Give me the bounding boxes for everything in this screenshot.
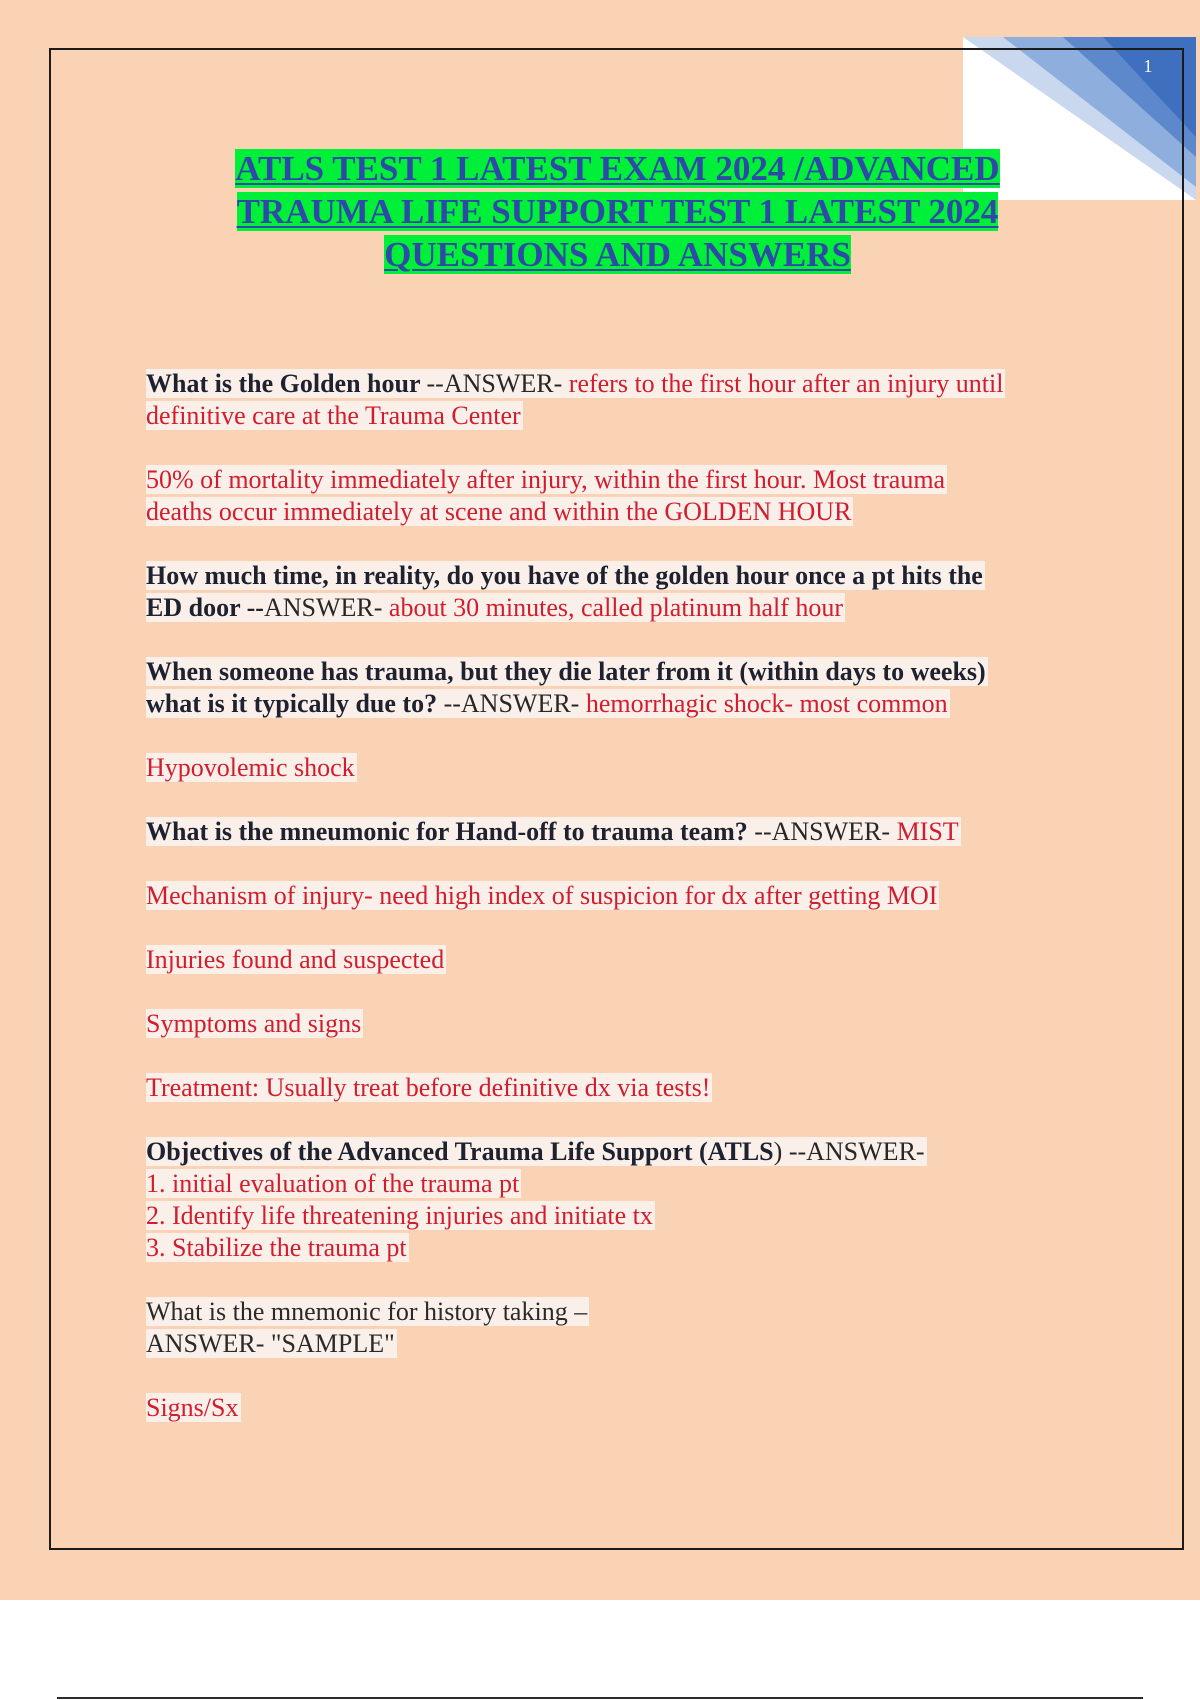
answer-tag: ANSWER- — [263, 593, 389, 622]
mist-item — [146, 1072, 1096, 1104]
answer-text: ANSWER- "SAMPLE" — [146, 1329, 395, 1358]
page-divider — [57, 1697, 1143, 1699]
question-text: What is the mneumonic for Hand-off to trauma team? — [146, 817, 755, 846]
answer-text: 1. initial evaluation of the trauma pt — [146, 1169, 520, 1198]
answer-text: deaths occur immediately at scene and within the GOLDEN HOUR — [146, 497, 852, 526]
answer-text: about 30 minutes, called platinum half hour — [388, 593, 844, 622]
answer-text: MIST — [896, 817, 959, 846]
answer-text: refers to the first hour after an injury until — [568, 369, 1004, 398]
mist-item — [146, 880, 1096, 912]
question-text: ) — [773, 1137, 789, 1166]
answer-text: hemorrhagic shock- most common — [585, 689, 948, 718]
answer-text: Hypovolemic shock — [146, 753, 355, 782]
question-text: ED door -- — [146, 593, 264, 622]
answer-text: 2. Identify life threatening injuries and initiate tx — [146, 1201, 653, 1230]
title-line-1: ATLS TEST 1 LATEST EXAM 2024 /ADVANCED — [235, 149, 1000, 188]
answer-text: 50% of mortality immediately after injury, within the first hour. Most trauma — [146, 465, 946, 494]
mist-item — [146, 944, 1096, 976]
qa-late-death — [146, 656, 1096, 720]
question-text: Objectives of the Advanced Trauma Life Support ( — [146, 1137, 708, 1166]
page-number: 1 — [1143, 56, 1153, 76]
answer-text: Injuries found and suspected — [146, 945, 445, 974]
qa-mist — [146, 816, 1096, 848]
answer-text: 3. Stabilize the trauma pt — [146, 1233, 407, 1262]
question-text: What is the Golden hour — [146, 369, 427, 398]
paragraph-hypovolemic — [146, 752, 1096, 784]
question-text: When someone has trauma, but they die later from it (within days to weeks) — [146, 657, 986, 686]
document-title — [150, 147, 1085, 276]
answer-text: Symptoms and signs — [146, 1009, 362, 1038]
qa-golden-hour — [146, 368, 1096, 432]
answer-tag: --ANSWER- — [788, 1137, 925, 1166]
answer-text: definitive care at the Trauma Center — [146, 401, 521, 430]
title-line-2: TRAUMA LIFE SUPPORT TEST 1 LATEST 2024 — [236, 192, 999, 231]
mist-item — [146, 1008, 1096, 1040]
question-text: ATLS — [707, 1137, 774, 1166]
question-text: What is the mnemonic for history taking – — [146, 1297, 588, 1326]
paragraph-signs — [146, 1392, 1096, 1424]
answer-text: Mechanism of injury- need high index of suspicion for dx after getting MOI — [146, 881, 938, 910]
qa-sample — [146, 1296, 1096, 1360]
answer-text: Signs/Sx — [146, 1393, 239, 1422]
qa-content — [146, 368, 1096, 1456]
answer-tag: --ANSWER- — [426, 369, 569, 398]
qa-platinum-half-hour — [146, 560, 1096, 624]
qa-atls-objectives — [146, 1136, 1096, 1264]
answer-tag: --ANSWER- — [754, 817, 897, 846]
question-text: what is it typically due to? — [146, 689, 444, 718]
title-line-3: QUESTIONS AND ANSWERS — [384, 235, 851, 274]
answer-text: Treatment: Usually treat before definitive dx via tests! — [146, 1073, 711, 1102]
paragraph-mortality — [146, 464, 1096, 528]
answer-tag: --ANSWER- — [443, 689, 586, 718]
question-text: How much time, in reality, do you have of the golden hour once a pt hits the — [146, 561, 983, 590]
